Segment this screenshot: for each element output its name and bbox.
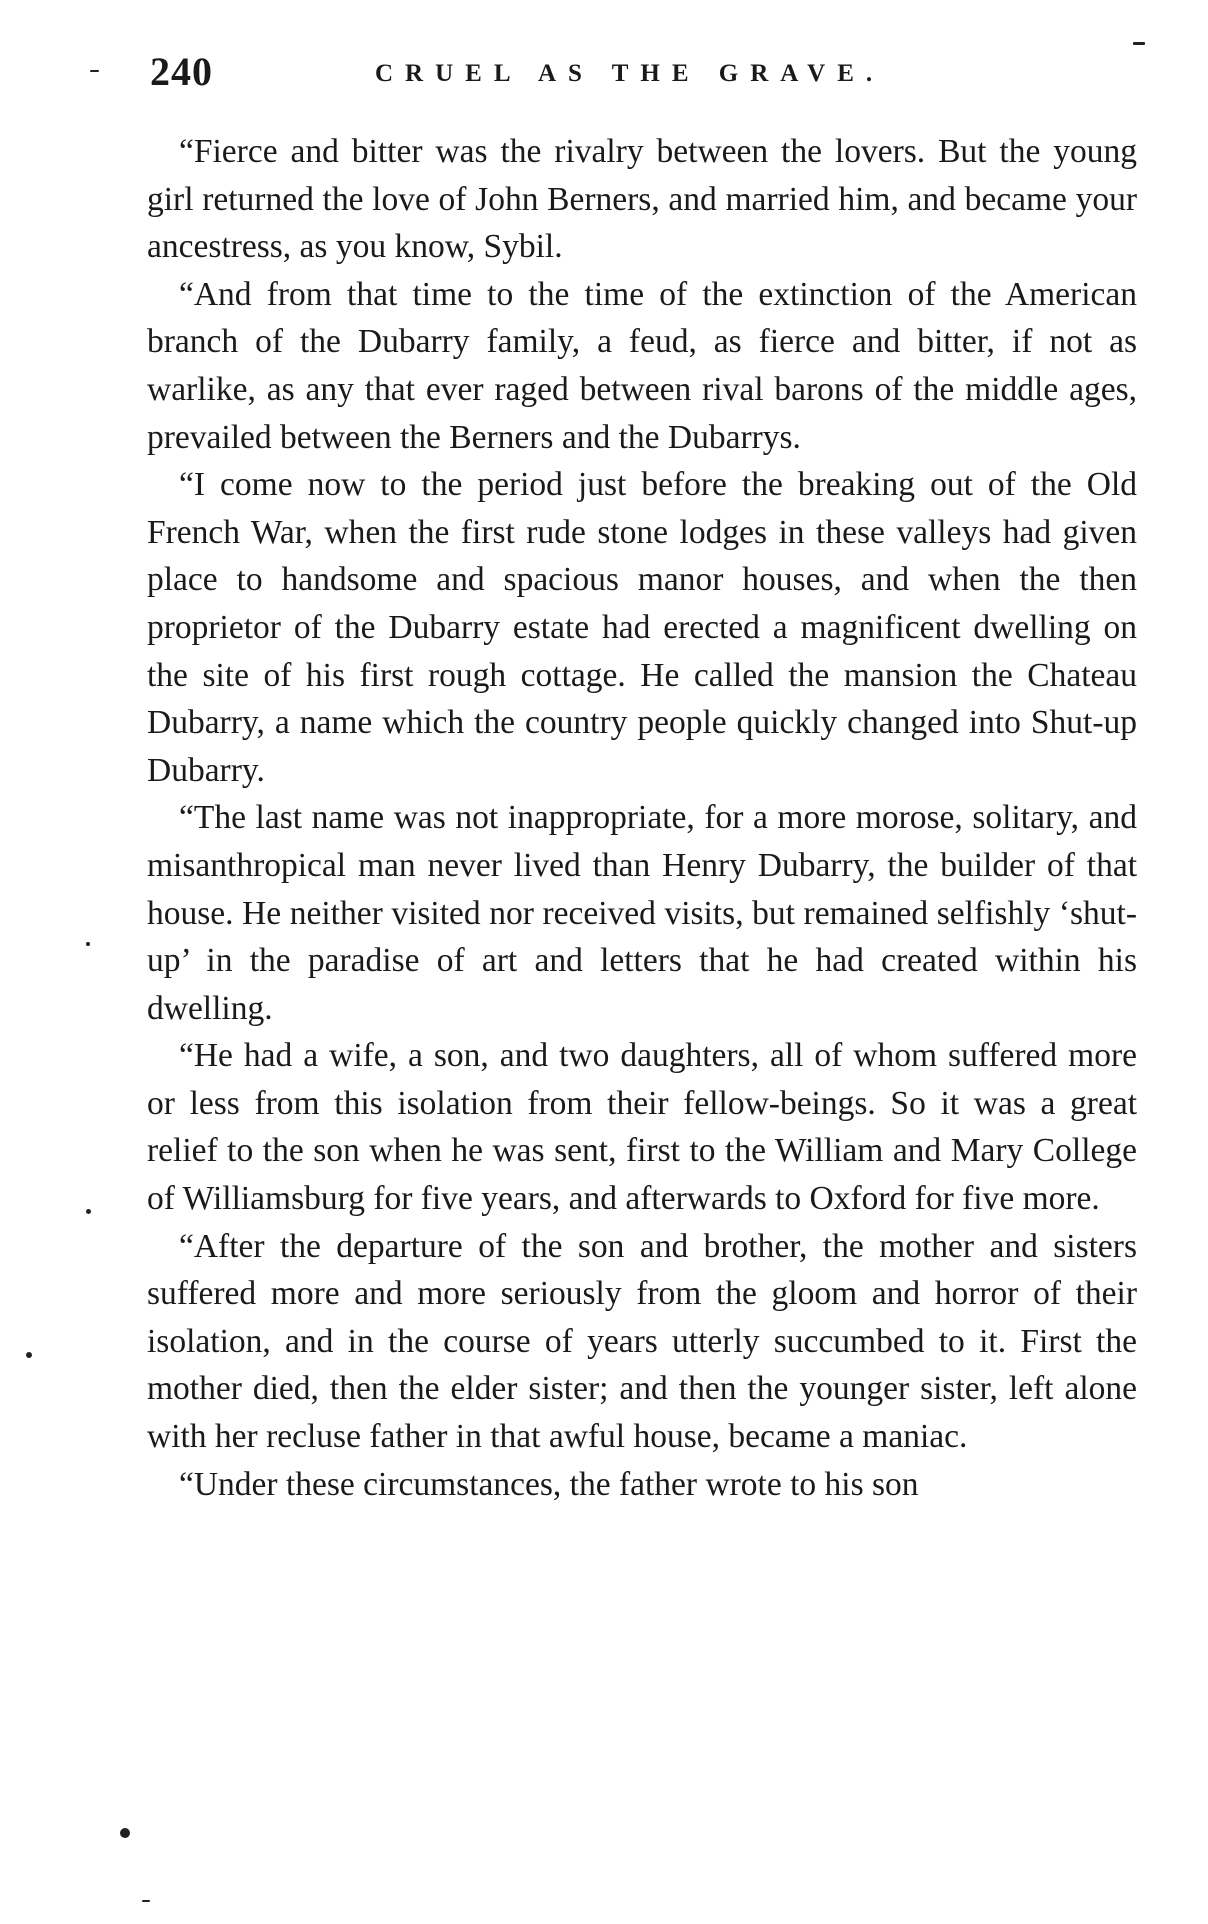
paragraph: “And from that time to the time of the extinction of the American branch of the Dubarry family, a feud, as fierce and bitter, if not as warlike, as any that ever raged between rival barons of the middle ages, prevailed between the Berners and the Dubarrys. [147,275,1137,456]
paragraph: “After the departure of the son and brother, the mother and sisters suffered more and more seriously from the gloom and horror of their isolation, and in the course of years utterly succumbed to it. First the mother died, then the elder sister; and then the younger sister, left alone with her recluse father in that awful house, became a maniac. [147,1227,1137,1456]
page-number: 240 [150,49,213,94]
paragraph: “I come now to the period just before the breaking out of the Old French War, when the first rude stone lodges in these valleys had given place to handsome and spacious manor houses, and when the then proprietor of the Dubarry estate had erected a magnificent dwelling on the site of his first rough cottage. He called the mansion the Chateau Dubarry, a name which the country people quickly changed into Shut-up Dubarry. [147,466,1137,789]
scan-speck [86,942,90,946]
scan-speck [90,70,99,72]
paragraph: “The last name was not inappropriate, for a more morose, solitary, and misanthropical man never lived than Henry Dubarry, the builder of that house. He neither visited nor received visits, but remained selfishly ‘shut-up’ in the paradise of art and letters that he had created within his dwelling. [147,799,1137,1027]
scan-speck [26,1352,32,1358]
paragraph: “Under these circumstances, the father wrote to his son [179,1465,919,1503]
body-text [147,128,1137,1508]
scan-speck [120,1828,130,1838]
paragraph: “He had a wife, a son, and two daughters, all of whom suffered more or less from this isolation from their fellow-beings. So it was a great relief to the son when he was sent, first to the William and Mary College of Williamsburg for five years, and afterwards to Oxford for five more. [147,1037,1137,1218]
page-header [150,44,1150,104]
running-title: CRUEL AS THE GRAVE. [375,60,885,87]
paragraph: “Fierce and bitter was the rivalry between the lovers. But the young girl returned the love of John Berners, and married him, and became your ancestress, as you know, Sybil. [147,133,1137,266]
scan-speck [142,1900,150,1902]
scan-speck [1133,42,1145,45]
scan-speck [86,1209,91,1214]
